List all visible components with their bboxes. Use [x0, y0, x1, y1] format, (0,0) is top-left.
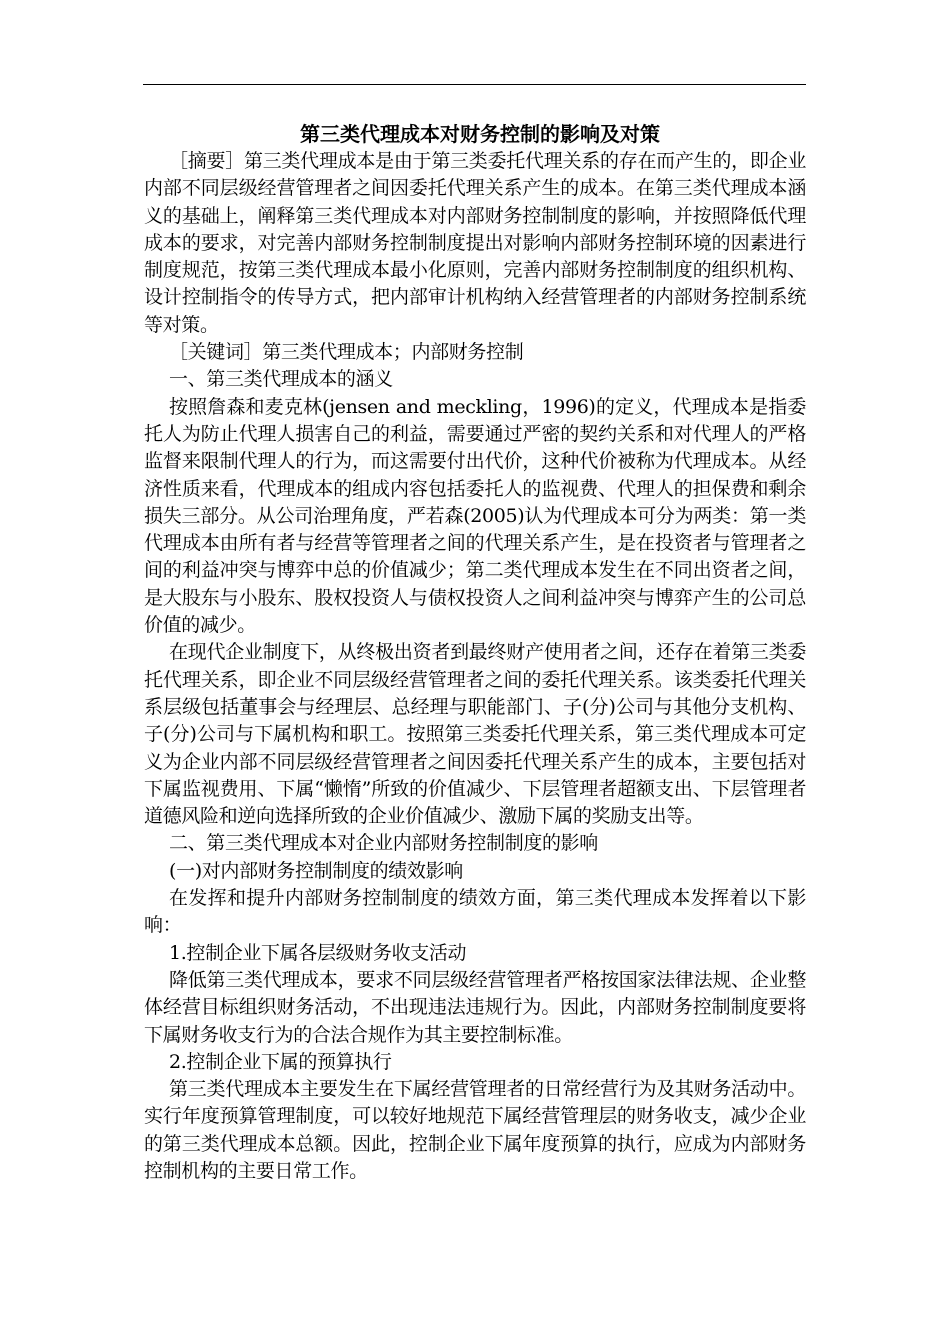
header-rule	[143, 84, 806, 85]
document-title: 第三类代理成本对财务控制的影响及对策	[300, 122, 660, 146]
subsection-heading: (一)对内部财务控制制度的绩效影响	[169, 859, 463, 882]
body-paragraph: 降低第三类代理成本，要求不同层级经营管理者严格按国家法律法规、企业整体经营目标组织财务活动，不出现违法违规行为。因此，内部财务控制制度要将下属财务收支行为的合法合规作为其主要控制标准。	[144, 968, 806, 1046]
abstract-paragraph: ［摘要］第三类代理成本是由于第三类委托代理关系的存在而产生的，即企业内部不同层级经营管理者之间因委托代理关系产生的成本。在第三类代理成本涵义的基础上，阐释第三类代理成本对内部财务控制制度的影响，并按照降低代理成本的要求，对完善内部财务控制制度提出对影响内部财务控制环境的因素进行制度规范，按第三类代理成本最小化原则，完善内部财务控制制度的组织机构、设计控制指令的传导方式，把内部审计机构纳入经营管理者的内部财务控制系统等对策。	[144, 150, 806, 336]
body-paragraph: 第三类代理成本主要发生在下属经营管理者的日常经营行为及其财务活动中。实行年度预算管理制度，可以较好地规范下属经营管理层的财务收支，减少企业的第三类代理成本总额。因此，控制企业下属年度预算的执行，应成为内部财务控制机构的主要日常工作。	[144, 1078, 806, 1182]
body-paragraph: 在现代企业制度下，从终极出资者到最终财产使用者之间，还存在着第三类委托代理关系，即企业不同层级经营管理者之间的委托代理关系。该类委托代理关系层级包括董事会与经理层、总经理与职能部门、子(分)公司与其他分支机构、子(分)公司与下属机构和职工。按照第三类委托代理关系，第三类代理成本可定义为企业内部不同层级经营管理者之间因委托代理关系产生的成本，主要包括对下属监视费用、下属“懒惰”所致的价值减少、下层管理者超额支出、下层管理者道德风险和逆向选择所致的企业价值减少、激励下属的奖励支出等。	[144, 641, 806, 828]
section-heading-2: 二、第三类代理成本对企业内部财务控制制度的影响	[169, 832, 598, 855]
document-body	[144, 121, 806, 1185]
keywords-paragraph: ［关键词］第三类代理成本；内部财务控制	[169, 341, 524, 364]
body-paragraph: 按照詹森和麦克林(jensen and meckling，1996)的定义，代理成本是指委托人为防止代理人损害自己的利益，需要通过严密的契约关系和对代理人的严格监督来限制代理人的行为，而这需要付出代价，这种代价被称为代理成本。从经济性质来看，代理成本的组成内容包括委托人的监视费、代理人的担保费和剩余损失三部分。从公司治理角度，严若森(2005)认为代理成本可分为两类：第一类代理成本由所有者与经营等管理者之间的代理关系产生，是在投资者与管理者之间的利益冲突与博弈中总的价值减少；第二类代理成本发生在不同出资者之间，是大股东与小股东、股权投资人与债权投资人之间利益冲突与博弈产生的公司总价值的减少。	[144, 395, 806, 637]
section-heading-1: 一、第三类代理成本的涵义	[169, 368, 393, 391]
item-heading-1: 1.控制企业下属各层级财务收支活动	[169, 941, 467, 964]
item-heading-2: 2.控制企业下属的预算执行	[169, 1050, 392, 1073]
body-paragraph: 在发挥和提升内部财务控制制度的绩效方面，第三类代理成本发挥着以下影响：	[144, 887, 806, 937]
